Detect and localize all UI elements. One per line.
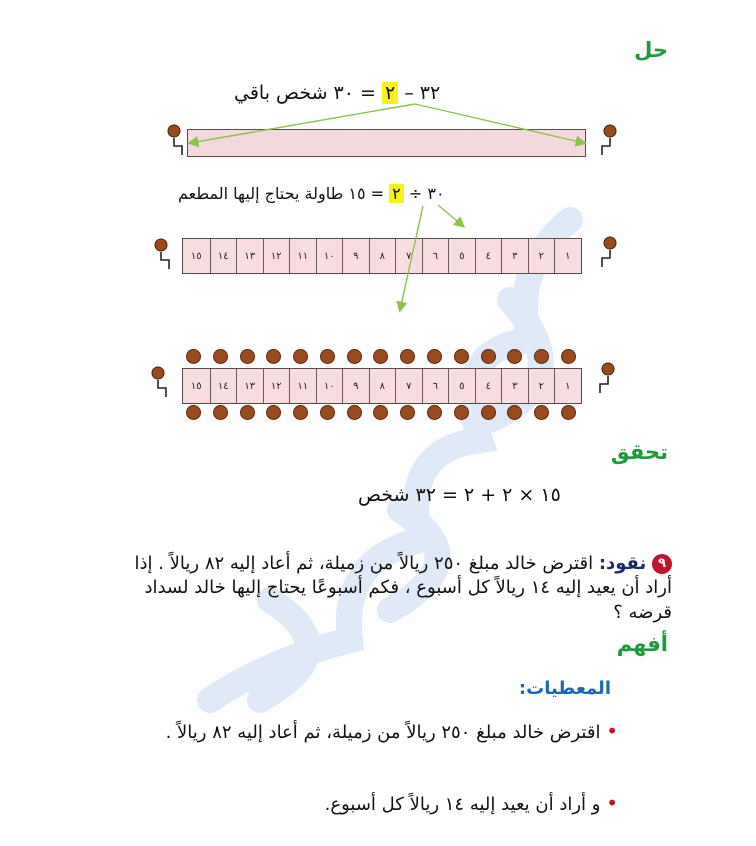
eq1-right: = ٣٠ شخص باقي	[234, 82, 382, 104]
check-heading: تحقق	[610, 440, 668, 464]
table-cell: ٥	[448, 369, 475, 403]
bullet-icon: •	[606, 719, 618, 743]
table-cell: ١٢	[263, 369, 290, 403]
eq2-right: = ١٥ طاولة يحتاج إليها المطعم	[178, 184, 390, 203]
bullet-icon: •	[606, 791, 618, 815]
problem-text: اقترض خالد مبلغ ٢٥٠ ريالاً من زميلة، ثم أعاد إليه ٨٢ ريالاً . إذا أراد أن يعيد إليه ١٤ ريالاً كل أسبوع ، فكم أسبوعًا يحتاج إليها خالد لسداد قرضه ؟	[134, 553, 672, 623]
table-cell: ٨	[369, 369, 396, 403]
table-cell: ٤	[475, 369, 502, 403]
table-cell: ١٣	[236, 369, 263, 403]
understand-heading: أفهم	[616, 632, 668, 656]
arrow-right	[415, 104, 584, 143]
given-item	[140, 718, 618, 745]
table-cell: ١١	[289, 239, 316, 273]
table-cell: ٣	[501, 369, 528, 403]
table-cell: ١	[554, 369, 581, 403]
table-cell: ٨	[369, 239, 396, 273]
table-cell: ١٢	[263, 239, 290, 273]
table-cell: ١٥	[190, 380, 202, 392]
table-cell: ٦	[422, 239, 449, 273]
arrow-left	[190, 104, 415, 143]
givens-label: المعطيات:	[518, 678, 611, 699]
table-cell: ٥	[448, 239, 475, 273]
table-cell: ٦	[422, 369, 449, 403]
problem-number-badge: ٩	[652, 554, 672, 574]
table-cell: ٩	[342, 369, 369, 403]
check-equation: ١٥ × ٢ + ٢ = ٣٢ شخص	[358, 484, 561, 506]
solve-heading: حل	[634, 38, 668, 62]
problem-paragraph	[132, 552, 672, 625]
table-cell: ١٠	[316, 369, 343, 403]
eq1-highlight: ٢	[382, 82, 398, 104]
table-cell: ١١	[289, 369, 316, 403]
problem-label: نقود:	[598, 553, 647, 574]
table-cell: ١٣	[236, 239, 263, 273]
table-cell: ٧	[395, 369, 422, 403]
table-cell: ١	[554, 239, 581, 273]
table-cell: ٤	[475, 239, 502, 273]
given-item-text: و أراد أن يعيد إليه ١٤ ريالاً كل أسبوع.	[324, 794, 601, 815]
table-cell: ٧	[395, 239, 422, 273]
table-cell: ٢	[528, 369, 555, 403]
given-item	[200, 790, 618, 817]
eq1-left: ٣٢ –	[398, 82, 441, 104]
arrow-down	[400, 206, 423, 310]
given-item-text: اقترض خالد مبلغ ٢٥٠ ريالاً من زميلة، ثم أعاد إليه ٨٢ ريالاً .	[165, 722, 601, 743]
eq2-left: ٣٠ ÷	[403, 184, 445, 203]
table-cell: ١٥	[190, 250, 202, 262]
table-cell: ١٤	[210, 369, 237, 403]
table-cell: ٣	[501, 239, 528, 273]
table-cell: ٢	[528, 239, 555, 273]
eq2-highlight: ٢	[389, 184, 404, 203]
arrow-short	[438, 205, 463, 226]
table-cell: ١٠	[316, 239, 343, 273]
table-cell: ٩	[342, 239, 369, 273]
table-cell: ١٤	[210, 239, 237, 273]
